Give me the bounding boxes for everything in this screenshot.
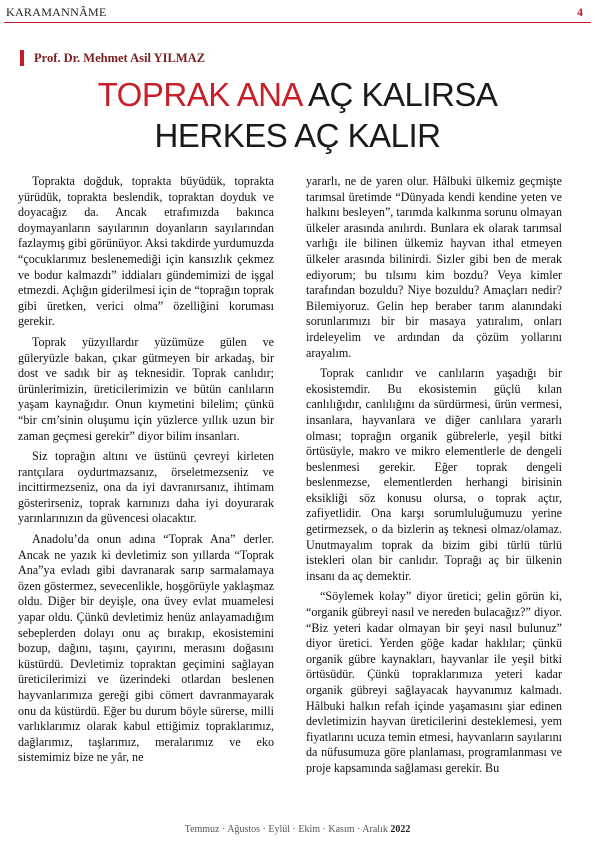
footer-months: Temmuz · Ağustos · Eylül · Ekim · Kasım · Aralık — [184, 824, 388, 835]
footer — [0, 824, 595, 835]
title-highlight: TOPRAK ANA — [97, 76, 302, 113]
right-column — [306, 174, 562, 782]
paragraph: Toprak canlıdır ve canlıların yaşadığı bir ekosistemdir. Bu ekosistemin güçlü kılan canlılığıdır, canlılığını da sürdürmesi, ürün vermesi, insanlara, hayvanlara ve diğer canlılara yararlı olması; toprağın organik gübrelerle, yeşil bitki örtüsüyle, makro ve mikro elementlerle de dengeli beslenmesi gerekir. Eğer toprak dengeli beslenmezse, elementlerden herhangi birisinin eksikliği söz konusu olursa, o toprak açtır, zafiyetlidir. Ona karşı sorumluluğumuzu yerine getirmezsek, o da bizlerin aş teknesi olmaz/olamaz. Unutmayalım toprak da bizim gibi türlü türlü istekleri olan bir canlıdır. Toprağı aç bir ülkenin insanı da aç demektir. — [306, 366, 562, 583]
paragraph: Toprakta doğduk, toprakta büyüdük, toprakta yürüdük, toprakta beslendik, topraktan doyduk ve doyacağız da. Ancak etrafımızda bakınca doymayanların sayılarının doyanların sayılarından fazlaymış gibi görünüyor. Aksi takdirde yurdumuzda “çocuklarımız beslenemediği için kansızlık çekmez ve bodur kalmazdı” iddiaları gündemimizi de işgal etmezdi. Açlığın giderilmesi için de “toprağın toprak gibi üretken, verici olma” özelliğini koruması gerekir. — [18, 174, 274, 329]
paragraph: yararlı, ne de yaren olur. Hâlbuki ülkemiz geçmişte tarımsal üretimde “Dünyada kendi kendine yeten ve halkını besleyen”, tarımda kalkınma sorunu olmayan ülkeler arasında anılırdı. Bunlara ek olarak tarımsal varlığı ile bilinen ülkemiz hayvan ithal etmeyen ülkeler arasında bilinirdi. Sizler gibi ben de merak ediyorum; bu tılsımı kim bozdu? Veya kimler tarafından bozuldu? Niye bozuldu? Amaçları nedir? Bilemiyoruz. Gelin hep beraber tarım alanındaki sorunlarımızı bir bir masaya yatıralım, onları irdeleyelim ve ardından da çözüm yollarını arayalım. — [306, 174, 562, 360]
left-column — [18, 174, 274, 771]
article-title-line-2: HERKES AÇ KALIR — [154, 117, 441, 154]
running-header — [0, 0, 595, 22]
title-rest: AÇ KALIRSA — [301, 76, 498, 113]
paragraph: Anadolu’da onun adına “Toprak Ana” derler. Ancak ne yazık ki devletimiz son yıllarda “Toprak Ana”ya evladı gibi davranarak sarıp sarmalamaya özen göstermez, sevecenlikle, hoşgörüyle yaklaşmaz oldu. Diğer bir deyişle, ona üvey evlat muamelesi yapar oldu. Çünkü devletimiz henüz anlayamadığım sebeplerden dolayı onu aç bırakıp, ekosistemini bozup, dağını, taşını, çayırını, merasını doğasını küstürdü. Devletimiz topraktan geçimini sağlayan üreticilerimizi ve üzerindeki otlardan beslenen hayvanlarımıza gereği gibi cömert davranmayarak onu da küstürdü. Eğer bu durum böyle sürerse, milli varlıklarımız olarak kabul ettiğimiz topraklarımız, dağlarımız, taşlarımız, meralarımız ve eko sistemimiz bize ne yâr, ne — [18, 532, 274, 765]
page-number: 4 — [577, 5, 583, 19]
article-title-line-1 — [0, 77, 595, 113]
magazine-name: KARAMANNÂME — [6, 5, 107, 19]
author-name: Prof. Dr. Mehmet Asil YILMAZ — [34, 51, 206, 65]
author-accent-bar — [20, 50, 24, 66]
paragraph: Toprak yüzyıllardır yüzümüze gülen ve güleryüzle bakan, çıkar gütmeyen bir arkadaş, bir dost ve sadık bir aş teknesidir. Toprak canlıdır; ürünlerimizin, üreticilerimizin ve bütün canlıların yaşam kaynağıdır. Onun kıymetini bilelim; çünkü “bir cm’sinin oluşumu için yüzlerce yıllık uzun bir zaman geçmesi gerekir” diyor bilim insanları. — [18, 334, 274, 443]
paragraph: Siz toprağın altını ve üstünü çevreyi kirleten rantçılara oydurtmazsanız, örseletmezseniz ve incittirmezseniz, ona da iyi davranırsanız, ihtimam gösterirseniz, toprak karnınızı daha iyi doyurarak yarınlarınızın da güvencesi olacaktır. — [18, 449, 274, 526]
footer-year: 2022 — [390, 824, 411, 835]
paragraph: “Söylemek kolay” diyor üretici; gelin görün ki, “organik gübreyi nasıl ve nereden bulacağız?” diyor. “Biz yeteri kadar olmayan bir şeyi nasıl bulunuz” diyor üretici. Yerden göğe kadar haklılar; çünkü organik gübre kaynakları, hayvanlar ile yeşil bitki örtüsüdür. Çünkü topraklarımıza yeteri kadar organik gübreyi sağlayacak hayvanımız kalmadı. Hâlbuki halkın refah içinde yaşamasını şiar edinen devletimizin hayvan üreticilerini desteklemesi, yem fiyatlarını ucuza temin etmesi, hayvanların sayılarını da nüfusumuza göre planlaması, programlanması ve proje kapsamında sağlaması gerekir. Bu — [306, 589, 562, 775]
header-rule — [4, 22, 591, 23]
